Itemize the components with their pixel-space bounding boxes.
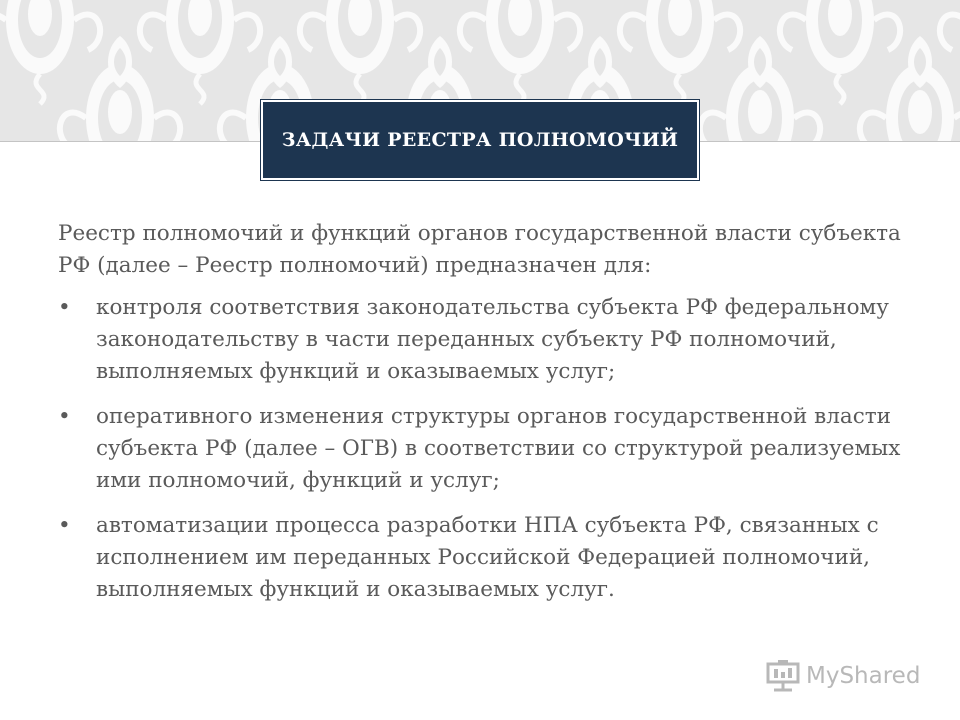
presentation-board-icon (766, 660, 800, 692)
watermark-text: MyShared (806, 663, 921, 689)
bullet-marker: • (58, 404, 71, 429)
bullet-text: автоматизации процесса разработки НПА субъекта РФ, связанных с исполнением им переданных Российской Федерацией полномочий, выполняемых функций и оказываемых услуг. (96, 513, 879, 602)
list-item (58, 510, 908, 606)
watermark (766, 658, 920, 694)
list-item (58, 401, 908, 497)
bullet-marker: • (58, 295, 71, 320)
title-box (261, 100, 699, 180)
slide-body (58, 218, 908, 619)
bullet-text: оперативного изменения структуры органов государственной власти субъекта РФ (далее – ОГВ) в соответствии со структурой реализуемых ими полномочий, функций и услуг; (96, 404, 901, 493)
bullet-marker: • (58, 513, 71, 538)
bullet-text: контроля соответствия законодательства субъекта РФ федеральному законодательству в части переданных субъекту РФ полномочий, выполняемых функций и оказываемых услуг; (96, 295, 889, 384)
slide-title: ЗАДАЧИ РЕЕСТРА ПОЛНОМОЧИЙ (281, 129, 679, 151)
intro-paragraph: Реестр полномочий и функций органов государственной власти субъекта РФ (далее – Реестр полномочий) предназначен для: (58, 221, 901, 278)
bullet-list (58, 292, 908, 606)
list-item (58, 292, 908, 388)
